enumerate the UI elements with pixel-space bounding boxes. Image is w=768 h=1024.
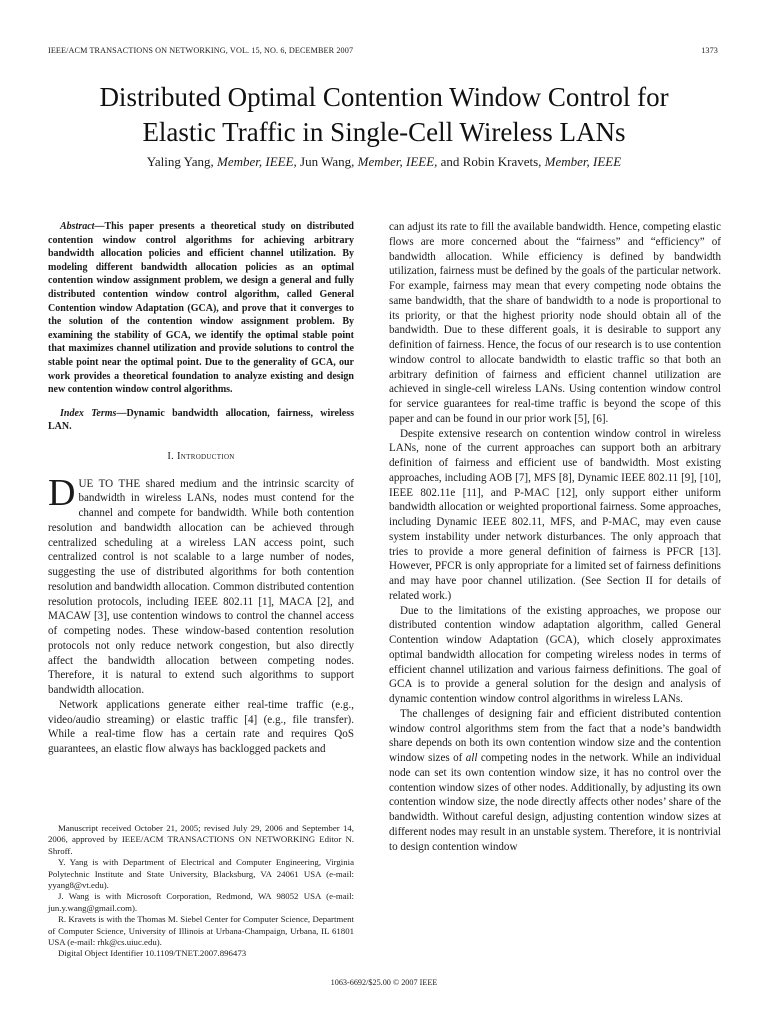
footnote-manuscript: Manuscript received October 21, 2005; revised July 29, 2006 and September 14, 2006, approved by IEEE/ACM TRANSACTIONS ON NETWORKING Editor N. Shroff. bbox=[48, 823, 354, 856]
intro-paragraph-2: Network applications generate either real-time traffic (e.g., video/audio streaming) or elastic traffic [4] (e.g., file transfer). While a real-time flow has a certain rate and requires QoS guarantees, an elastic flow always has backlogged packets and bbox=[48, 698, 354, 756]
copyright-footer: 1063-6692/$25.00 © 2007 IEEE bbox=[330, 978, 438, 987]
footnote-author-wang: J. Wang is with Microsoft Corporation, Redmond, WA 98052 USA (e-mail: jun.y.wang@gmail.com). bbox=[48, 891, 354, 913]
author-1-name: Yaling Yang, bbox=[146, 154, 214, 169]
right-paragraph-3: Due to the limitations of the existing approaches, we propose our distributed contention window adaptation algorithm, called General Contention window Adaptation (GCA), which closely approximates optimal bandwidth allocation for competing wireless nodes in terms of efficient channel utilization and various fairness definitions. The goal of GCA is to provide a general solution for the design and analysis of dynamic contention window control algorithms in wireless LANs. bbox=[389, 604, 721, 705]
intro-paragraph-1 bbox=[48, 471, 354, 698]
section-heading-introduction bbox=[48, 450, 354, 465]
section-number: I. bbox=[167, 450, 175, 462]
author-3-affiliation: Member, IEEE bbox=[544, 154, 622, 169]
author-2-name: Jun Wang, bbox=[300, 154, 355, 169]
author-conjunction: and bbox=[440, 154, 460, 169]
author-list bbox=[30, 154, 738, 170]
index-terms-label: Index Terms bbox=[60, 407, 117, 419]
footnote-author-yang: Y. Yang is with Department of Electrical and Computer Engineering, Virginia Polytechnic Institute and State University, Blacksburg, VA 24061 USA (e-mail: yyang8@vt.edu). bbox=[48, 857, 354, 891]
abstract bbox=[48, 220, 354, 397]
intro-paragraph-1-text: UE TO THE shared medium and the intrinsic scarcity of bandwidth in wireless LANs, nodes must contend for the channel and compete for bandwidth. While both contention resolution and bandwidth allocation can be achieved through centralized scheduling at a wireless LAN access point, such centralized control is not scalable to a large number of nodes, suggesting the use of distributed algorithms for both contention resolution and bandwidth allocation. Common distributed contention resolution protocols, including IEEE 802.11 [1], MACA [2], and MACAW [3], use contention windows to control the channel access of competing nodes. These window-based contention resolution protocols not only reduce network congestion, but also directly affect the bandwidth allocation between competing nodes. Therefore, it is natural to extend such algorithms to support bandwidth allocation. bbox=[48, 477, 354, 697]
title-line-2: Elastic Traffic in Single-Cell Wireless LANs bbox=[142, 117, 626, 147]
left-column bbox=[48, 220, 354, 757]
section-title: Introduction bbox=[177, 450, 235, 462]
right-paragraph-4-part-b: competing nodes in the network. While an individual node can set its own contention window size, it has no control over the contention window sizes of other nodes. Additionally, by adjusting its own contention window size, the node directly affects other nodes’ share of the bandwidth. Without careful design, adjusting contention window sizes at different nodes may result in an unstable system. Therefore, it is nontrivial to design contention window bbox=[389, 752, 721, 853]
page-number: 1373 bbox=[701, 46, 718, 55]
emphasis-all: all bbox=[465, 752, 478, 764]
journal-citation: IEEE/ACM TRANSACTIONS ON NETWORKING, VOL. 15, NO. 6, DECEMBER 2007 bbox=[48, 46, 354, 55]
right-paragraph-1: can adjust its rate to fill the available bandwidth. Hence, competing elastic flows are more concerned about the “fairness” and “efficiency” of bandwidth allocation. While efficiency is defined by bandwidth utilization, fairness must be defined by the goals of the particular network. For example, fairness may mean that every competing node obtains the same bandwidth, that the share of bandwidth to a node is proportional to its priority, or that the highest priority node should obtain all of the bandwidth. Due to these different goals, it is desirable to support any definition of fairness. Hence, the focus of our research is to use contention window control to allocate bandwidth to elastic traffic so that both an arbitrary definition of fairness and efficient channel utilization are achieved in single-cell wireless LANs. Using contention window control for service guarantees for real-time traffic is beyond the scope of this paper and can be found in our prior work [5], [6]. bbox=[389, 221, 721, 425]
abstract-label: Abstract bbox=[60, 221, 95, 232]
paper-title bbox=[30, 80, 738, 150]
abstract-text: —This paper presents a theoretical study on distributed contention window control algorithms for achieving arbitrary bandwidth allocation policies and efficient channel utilization. By modeling different bandwidth allocation policies as an optimal contention window assignment problem, we design a general and fully distributed contention window control algorithm, called General Contention window Adaptation (GCA), and prove that it converges to the solution of the contention window assignment problem. By examining the stability of GCA, we identify the optimal stable point that maximizes channel utilization and provide solutions to control the stable point near the optimal point. Due to the generality of GCA, our work provides a theoretical foundation to analyze existing and design new contention window control algorithms. bbox=[48, 221, 354, 396]
right-paragraph-4-part-a: The challenges of designing fair and efficient distributed contention window control algorithms stem from the fact that a node’s bandwidth share depends on both its own contention window size and the contention window sizes of bbox=[389, 707, 721, 764]
footnote-author-kravets: R. Kravets is with the Thomas M. Siebel Center for Computer Science, Department of Computer Science, University of Illinois at Urbana-Champaign, Urbana, IL 61801 USA (e-mail: rhk@cs.uiuc.edu). bbox=[48, 914, 354, 948]
index-terms bbox=[48, 407, 354, 434]
author-2-affiliation: Member, IEEE, bbox=[357, 154, 438, 169]
drop-cap: D bbox=[48, 471, 76, 514]
footnote-doi: Digital Object Identifier 10.1109/TNET.2007.896473 bbox=[58, 948, 247, 959]
footnotes bbox=[48, 823, 354, 960]
right-column bbox=[389, 220, 721, 854]
right-paragraph-2: Despite extensive research on contention window control in wireless LANs, none of the current approaches can support both an arbitrary definition of fairness and efficient use of bandwidth. Most existing approaches, including AOB [7], MFS [8], Dynamic IEEE 802.11 [9], [10], IEEE 802.11e [11], and P-MAC [12], only support either uniform bandwidth allocation or weighted proportional fairness. Some approaches, including Dynamic IEEE 802.11, MFS, and P-MAC, may even cause system instability under network disturbances. The only approach that tries to provide a more general definition of fairness is PFCR [13]. However, PFCR is only appropriate for a limited set of fairness definitions and may have poor channel utilization. (See Section II for details of related work.) bbox=[389, 427, 721, 602]
title-line-1: Distributed Optimal Contention Window Control for bbox=[99, 82, 669, 112]
author-1-affiliation: Member, IEEE, bbox=[217, 154, 297, 169]
author-3-name: Robin Kravets, bbox=[462, 154, 542, 169]
index-terms-text: —Dynamic bandwidth allocation, fairness, wireless LAN. bbox=[48, 407, 354, 433]
right-paragraph-4 bbox=[389, 707, 721, 855]
